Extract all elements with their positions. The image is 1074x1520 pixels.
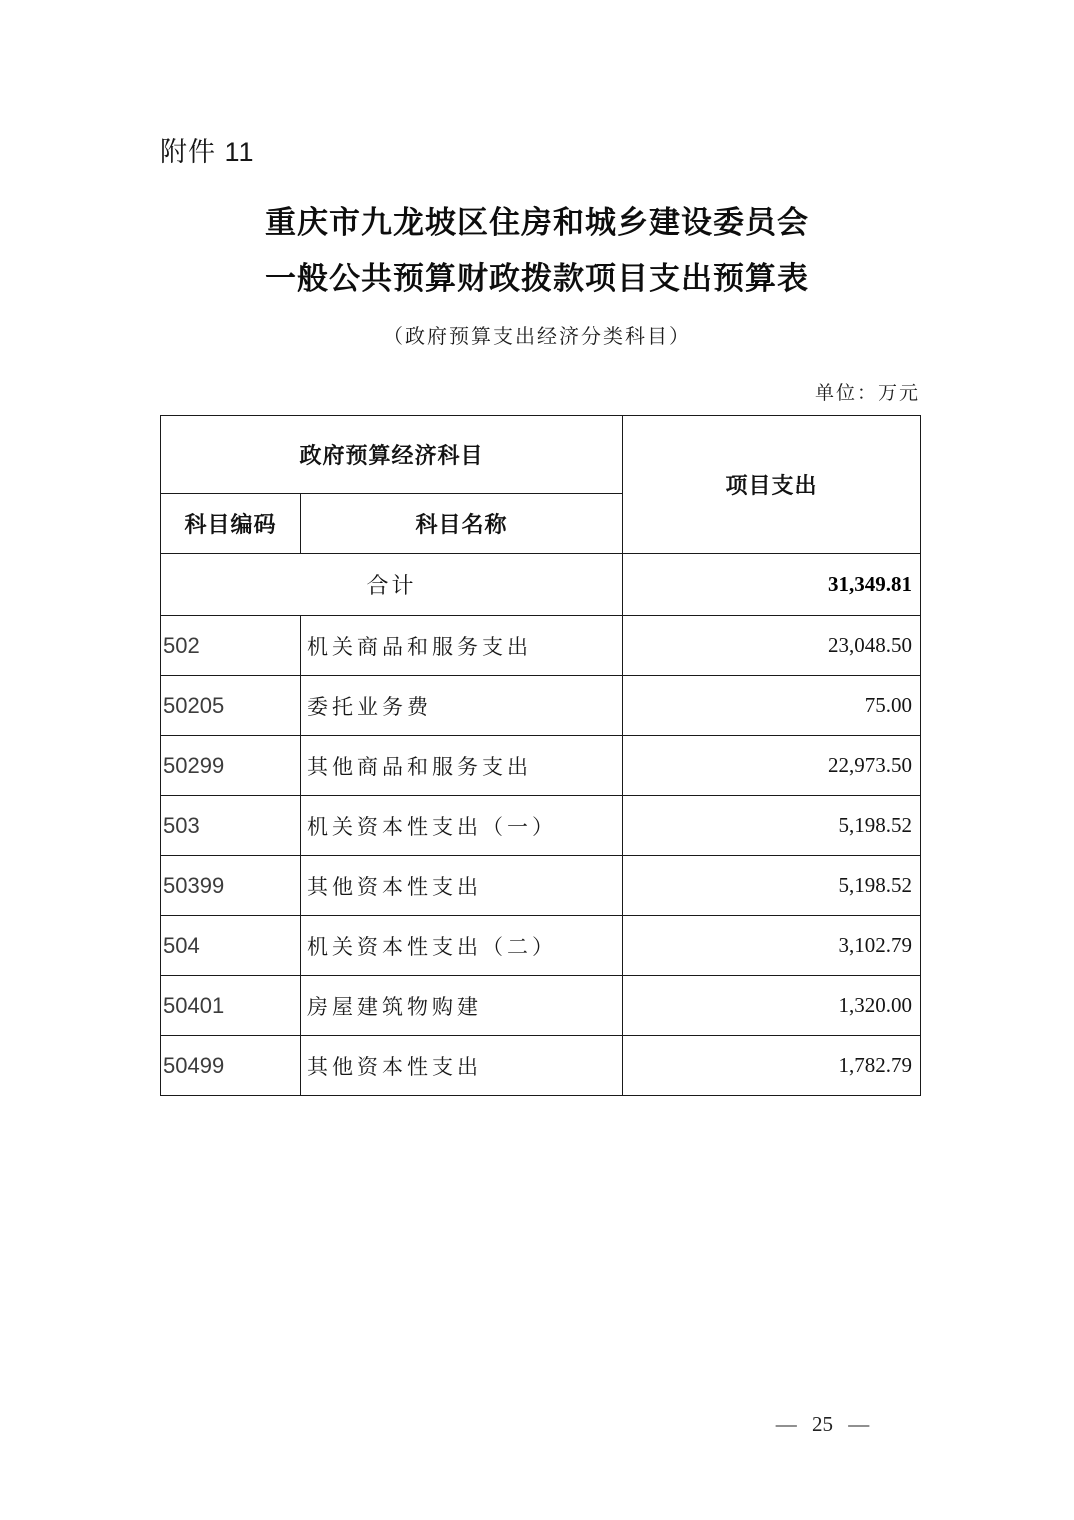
page-number: — 25 —	[775, 1412, 870, 1436]
total-label: 合计	[161, 554, 623, 616]
expense-value: 1,782.79	[623, 1036, 921, 1096]
subject-name: 机关资本性支出（二）	[301, 916, 623, 976]
header-project-expense: 项目支出	[623, 416, 921, 554]
header-subject-name: 科目名称	[301, 494, 623, 554]
document-title-line2: 一般公共预算财政拨款项目支出预算表	[265, 261, 809, 296]
subject-name: 其他资本性支出	[301, 856, 623, 916]
subject-name: 机关资本性支出（一）	[301, 796, 623, 856]
table-row	[161, 796, 921, 856]
subject-code: 503	[161, 796, 301, 856]
subject-code: 50299	[161, 736, 301, 796]
subject-name: 机关商品和服务支出	[301, 616, 623, 676]
subject-code: 50401	[161, 976, 301, 1036]
table-row	[161, 856, 921, 916]
table-row	[161, 976, 921, 1036]
document-title-line1: 重庆市九龙坡区住房和城乡建设委员会	[265, 205, 809, 240]
subject-code: 50399	[161, 856, 301, 916]
subject-name: 房屋建筑物购建	[301, 976, 623, 1036]
table-row	[161, 916, 921, 976]
subject-code: 50499	[161, 1036, 301, 1096]
budget-table	[160, 415, 921, 1096]
expense-value: 3,102.79	[623, 916, 921, 976]
header-group-title: 政府预算经济科目	[161, 416, 623, 494]
expense-value: 75.00	[623, 676, 921, 736]
subject-code: 50205	[161, 676, 301, 736]
expense-value: 5,198.52	[623, 796, 921, 856]
header-row-group	[161, 416, 921, 494]
expense-value: 22,973.50	[623, 736, 921, 796]
total-row	[161, 554, 921, 616]
subject-name: 委托业务费	[301, 676, 623, 736]
table-row	[161, 1036, 921, 1096]
subject-name: 其他资本性支出	[301, 1036, 623, 1096]
expense-value: 5,198.52	[623, 856, 921, 916]
document-subtitle: （政府预算支出经济分类科目）	[383, 326, 691, 348]
header-subject-code: 科目编码	[161, 494, 301, 554]
expense-value: 23,048.50	[623, 616, 921, 676]
expense-value: 1,320.00	[623, 976, 921, 1036]
subject-name: 其他商品和服务支出	[301, 736, 623, 796]
subject-code: 504	[161, 916, 301, 976]
table-row	[161, 736, 921, 796]
total-value: 31,349.81	[623, 554, 921, 616]
unit-note: 单位：万元	[814, 383, 920, 404]
attachment-label: 附件 11	[160, 137, 255, 167]
subject-code: 502	[161, 616, 301, 676]
table-row	[161, 616, 921, 676]
table-row	[161, 676, 921, 736]
